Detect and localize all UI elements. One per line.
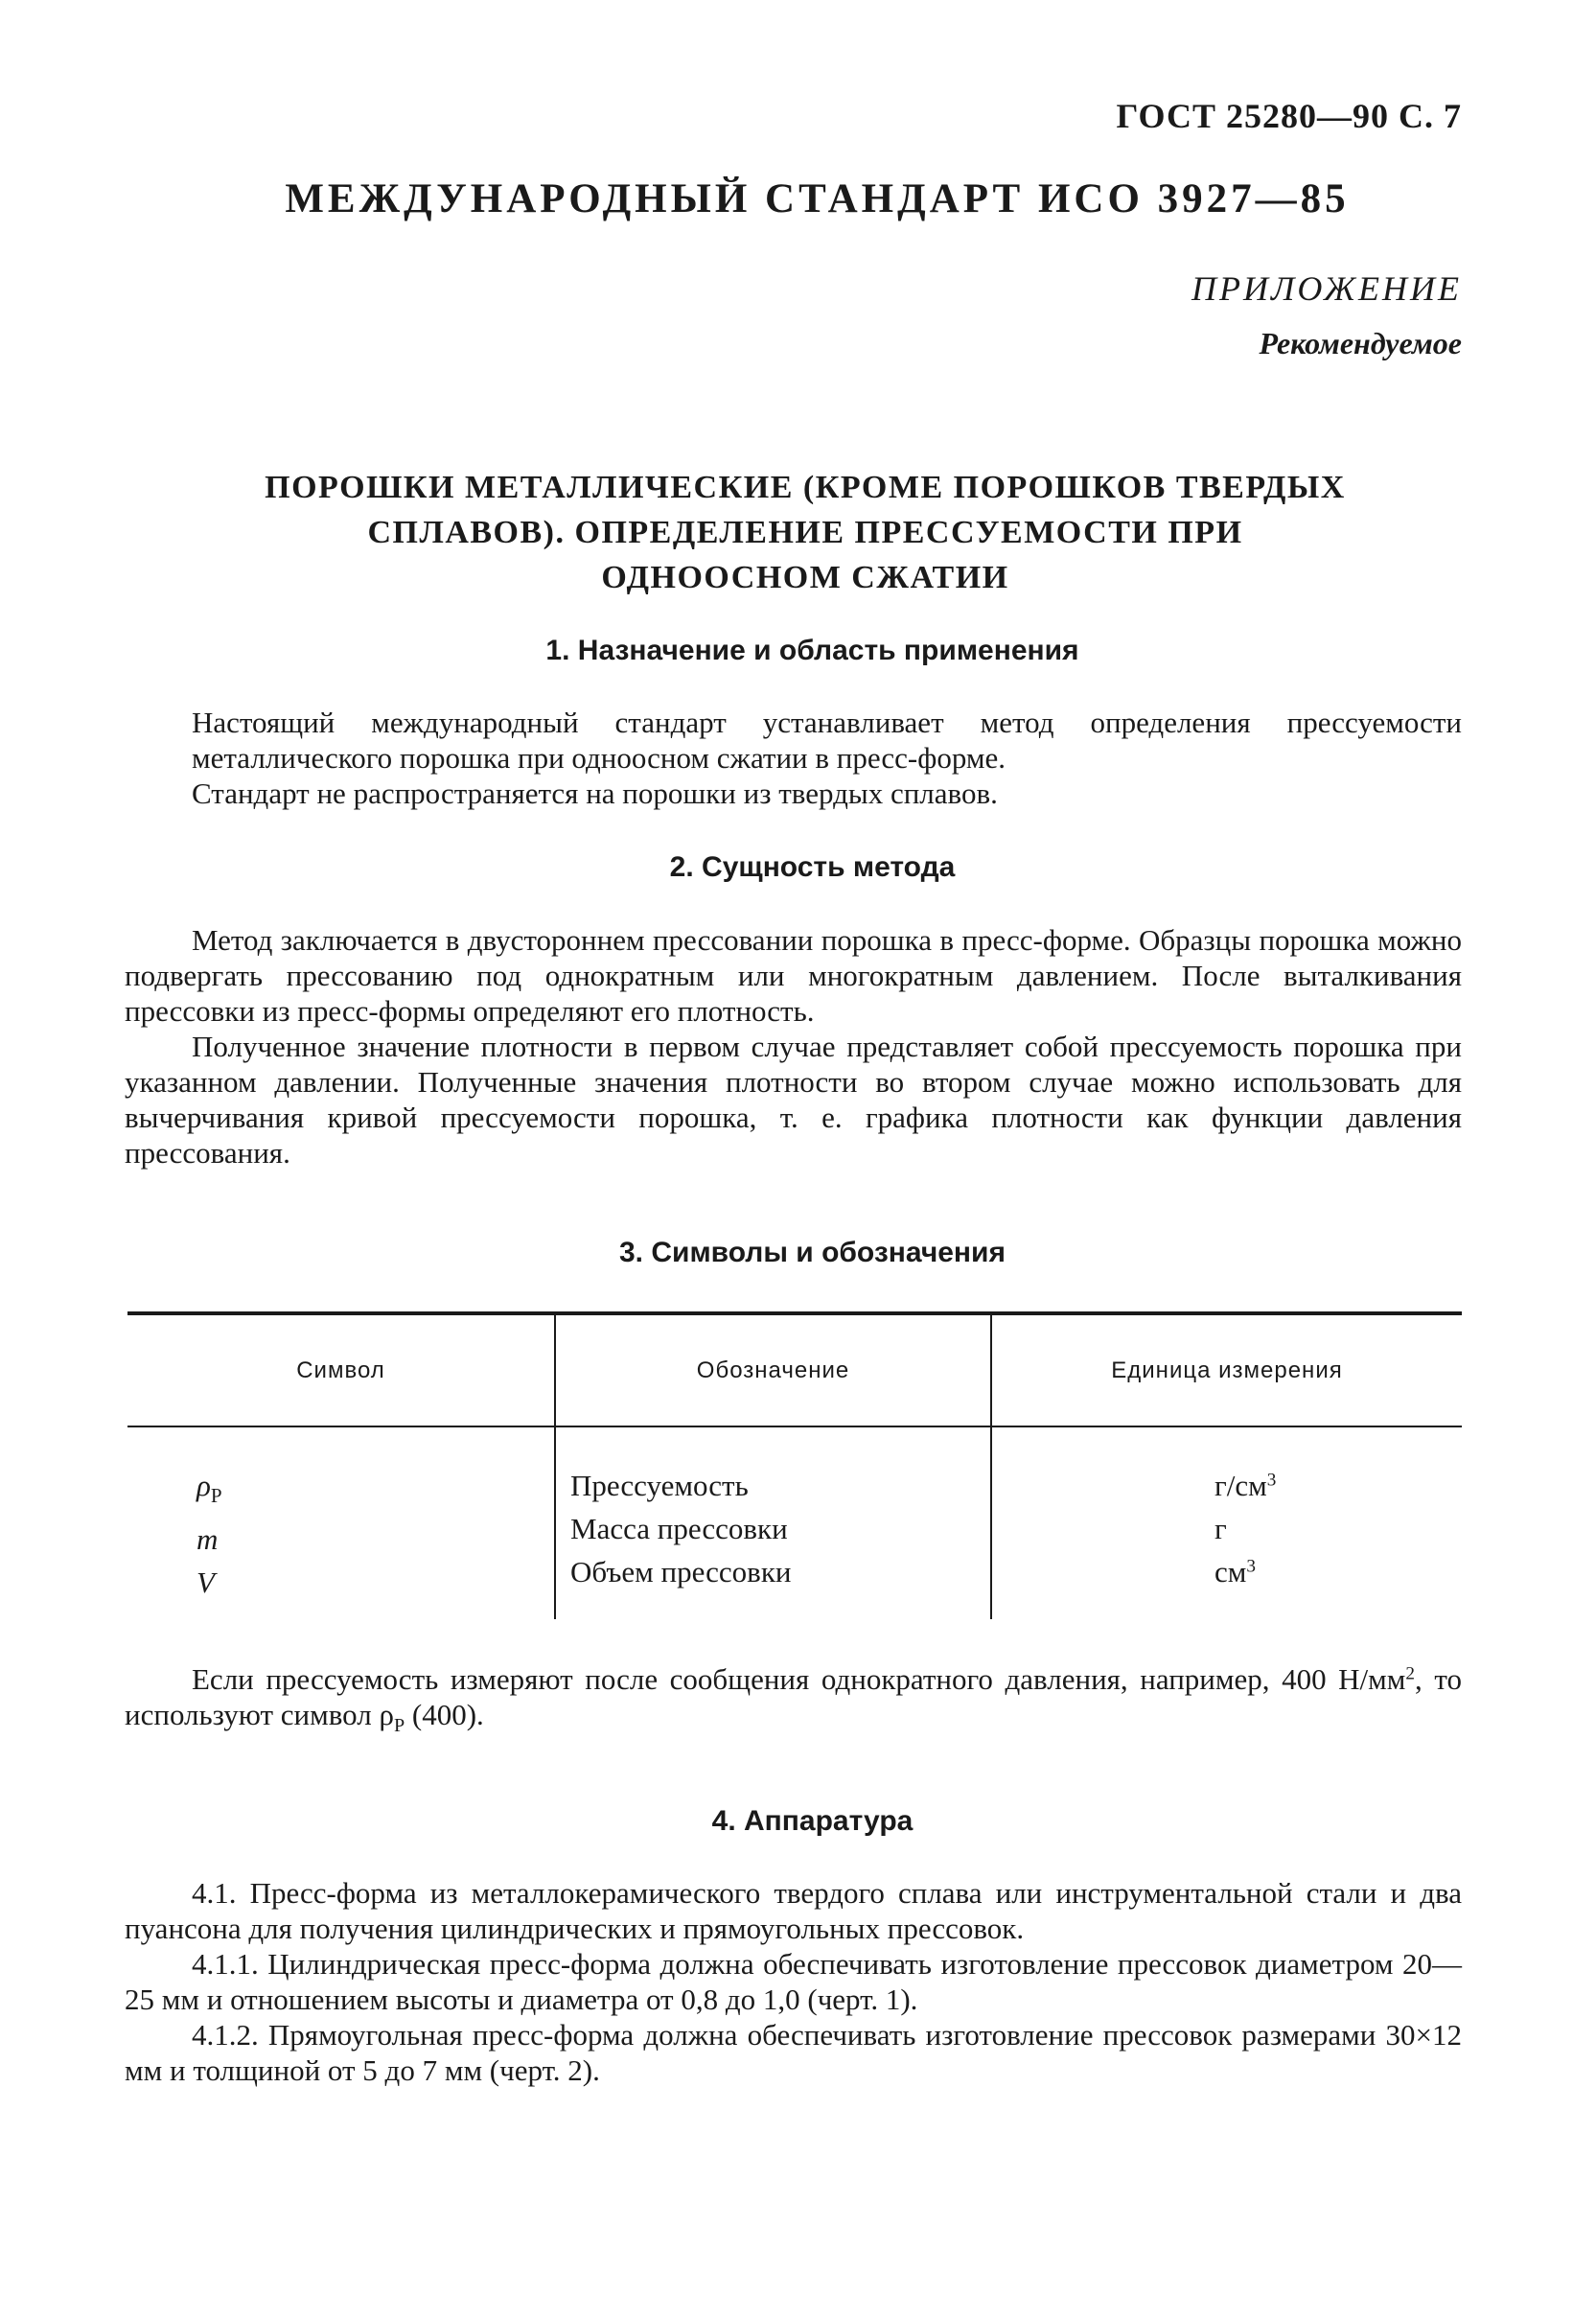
paragraph xyxy=(192,705,1462,776)
table-header-cell: Обозначение xyxy=(554,1315,990,1426)
paragraph xyxy=(125,1029,1462,1171)
paragraph-text: Если прессуемость измеряют после сообщения однократного давления, например, 400 Н/мм xyxy=(192,1662,1406,1696)
table-cell-name: Объем прессовки xyxy=(570,1555,792,1589)
paragraph xyxy=(125,1946,1462,2017)
paragraph xyxy=(192,776,1462,811)
appendix-block xyxy=(1191,268,1462,361)
table-header-cell: Единица измерения xyxy=(990,1315,1462,1426)
section-1-body xyxy=(192,705,1462,811)
section-4-heading: 4. Аппаратура xyxy=(711,1805,914,1837)
section-4-body xyxy=(125,1875,1462,2088)
paragraph xyxy=(125,1875,1462,1946)
table-cell-name: Прессуемость xyxy=(570,1469,749,1502)
symbols-table xyxy=(127,1311,1462,1619)
table-body xyxy=(127,1427,1462,1619)
paragraph-text: 4.1.1. Цилиндрическая пресс-форма должна обеспечивать изготовление прессовок диаметром 20—25 мм и отношением высоты и диаметра от 0,8 до 1,0 (черт. 1). xyxy=(125,1947,1462,2016)
paragraph xyxy=(125,922,1462,1029)
table-cell-unit xyxy=(1214,1507,1462,1550)
symbol-subscript: P xyxy=(210,1484,222,1508)
unit-superscript: 3 xyxy=(1246,1556,1256,1577)
paragraph-text: 4.1.2. Прямоугольная пресс-форма должна обеспечивать изготовление прессовок размерами 30×12 мм и толщиной от 5 до 7 мм (черт. 2). xyxy=(125,2018,1462,2087)
unit-superscript: 3 xyxy=(1266,1470,1277,1491)
unit-text: г xyxy=(1214,1512,1227,1545)
paragraph-text: 4.1. Пресс-форма из металлокерамического твердого сплава или инструментальной стали и два пуансона для получения цилиндрических и прямоугольных прессовок. xyxy=(125,1876,1462,1945)
paragraph-text: Полученное значение плотности в первом случае представляет собой прессуемость порошка при указанном давлении. Полученные значения плотности во втором случае можно использовать для вычерчивания кривой прессуемости порошка, т. е. графика плотности как функции давления прессования. xyxy=(125,1030,1462,1170)
section-2-heading: 2. Сущность метода xyxy=(669,851,956,883)
table-column-unit xyxy=(990,1427,1462,1619)
table-cell-name: Масса прессовки xyxy=(570,1512,788,1545)
symbol-text: m xyxy=(197,1522,219,1557)
page-header-reference: ГОСТ 25280—90 С. 7 xyxy=(1116,97,1462,135)
paragraph-text: Метод заключается в двустороннем прессовании порошка в пресс-форме. Образцы порошка можно подвергать прессованию под однократным или многократным давлением. После выталкивания прессовки из пресс-формы определяют его плотность. xyxy=(125,923,1462,1028)
document-title-line: ОДНООСНОМ СЖАТИИ xyxy=(601,560,1009,595)
unit-text: см xyxy=(1214,1555,1247,1589)
table-cell-symbol xyxy=(197,1561,554,1604)
document-title-line: СПЛАВОВ). ОПРЕДЕЛЕНИЕ ПРЕССУЕМОСТИ ПРИ xyxy=(367,515,1243,550)
section-3-note xyxy=(125,1661,1462,1744)
section-2-body xyxy=(125,922,1462,1171)
subscript: P xyxy=(393,1715,405,1737)
section-3-heading: 3. Символы и обозначения xyxy=(619,1237,1006,1268)
table-cell-symbol xyxy=(197,1464,554,1518)
superscript: 2 xyxy=(1405,1663,1416,1684)
paragraph-text: Стандарт не распространяется на порошки из твердых сплавов. xyxy=(192,777,998,810)
unit-text: г/см xyxy=(1214,1469,1267,1502)
symbol-text: V xyxy=(197,1565,215,1600)
document-title xyxy=(230,465,1380,600)
paragraph-text: , то используют символ ρ xyxy=(125,1662,1463,1731)
symbol-text: ρ xyxy=(197,1469,211,1502)
table-column-name xyxy=(554,1427,990,1619)
table-cell-unit xyxy=(1214,1464,1462,1507)
appendix-status: Рекомендуемое xyxy=(1259,326,1462,360)
paragraph xyxy=(125,2017,1462,2088)
standard-title: МЕЖДУНАРОДНЫЙ СТАНДАРТ ИСО 3927—85 xyxy=(285,176,1350,221)
table-header-cell: Символ xyxy=(296,1357,385,1383)
table-column-symbol xyxy=(127,1427,554,1619)
paragraph-text: (400). xyxy=(405,1698,484,1731)
table-cell-symbol xyxy=(197,1518,554,1561)
appendix-label: ПРИЛОЖЕНИЕ xyxy=(1191,269,1462,308)
table-header-row xyxy=(127,1315,1462,1426)
document-title-line: ПОРОШКИ МЕТАЛЛИЧЕСКИЕ (КРОМЕ ПОРОШКОВ ТВЕРДЫХ xyxy=(265,470,1346,505)
paragraph xyxy=(125,1661,1462,1744)
paragraph-text: Настоящий международный стандарт устанавливает метод определения прессуемости металлического порошка при одноосном сжатии в пресс-форме. xyxy=(192,706,1462,775)
section-1-heading: 1. Назначение и область применения xyxy=(545,635,1079,666)
table-cell-unit xyxy=(1214,1550,1462,1593)
